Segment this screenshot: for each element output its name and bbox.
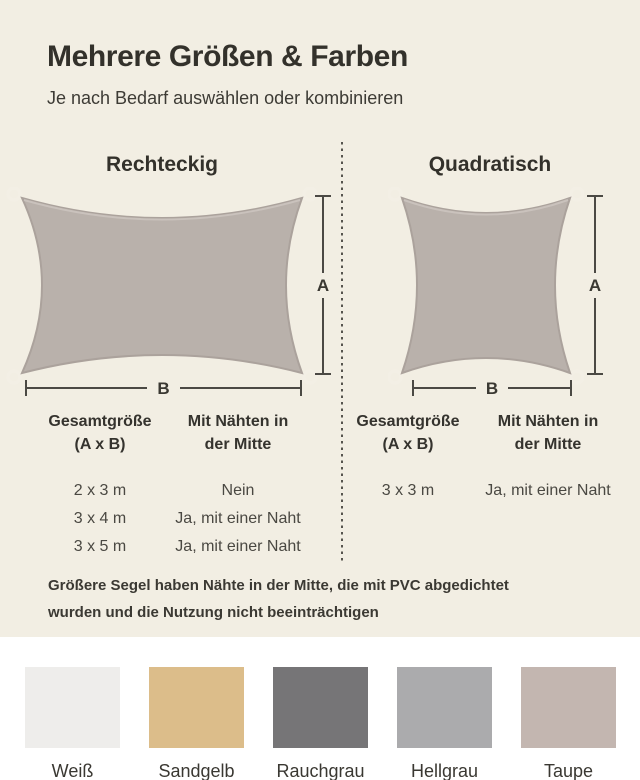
swatch-color-sandgelb xyxy=(149,667,244,748)
table-cell-size: 2 x 3 m xyxy=(73,482,127,499)
corner-ring-icon xyxy=(571,371,583,383)
header-line: Gesamtgröße xyxy=(48,413,152,430)
header-line: der Mitte xyxy=(514,436,582,453)
swatch-color-rauchgrau xyxy=(273,667,368,748)
swatch-label: Rauchgrau xyxy=(276,761,365,780)
dimension-a-rectangular xyxy=(314,195,332,375)
dimension-line xyxy=(322,197,324,273)
table-cell-seam: Ja, mit einer Naht xyxy=(485,482,611,499)
square-sail-illustration xyxy=(388,187,584,385)
header-line: (A x B) xyxy=(74,436,126,453)
header-line: Gesamtgröße xyxy=(356,413,460,430)
header-line: Mit Nähten in xyxy=(187,413,289,430)
section-title-square: Quadratisch xyxy=(428,153,552,176)
swatch-color-weiss xyxy=(25,667,120,748)
dimension-line xyxy=(322,298,324,374)
dimension-line xyxy=(594,298,596,374)
size-table-square xyxy=(340,410,620,505)
dimension-cap xyxy=(315,373,331,375)
dimension-line xyxy=(594,197,596,273)
square-sail-shape xyxy=(402,198,570,373)
table-cell-seam: Ja, mit einer Naht xyxy=(175,510,301,527)
swatch-label: Taupe xyxy=(543,761,594,780)
swatch-label: Hellgrau xyxy=(410,761,479,780)
corner-ring-icon xyxy=(571,188,583,200)
corner-ring-icon xyxy=(8,188,20,200)
rectangular-sail-illustration xyxy=(6,187,318,385)
swatch-weiss xyxy=(25,667,120,780)
table-header-size xyxy=(340,410,476,477)
swatch-sandgelb xyxy=(149,667,244,780)
dimension-cap xyxy=(300,380,302,396)
table-cell-seam: Ja, mit einer Naht xyxy=(175,538,301,555)
size-table-rectangular xyxy=(30,410,306,561)
corner-ring-icon xyxy=(389,188,401,200)
rect-sail-shape xyxy=(22,198,302,373)
swatch-taupe xyxy=(521,667,616,780)
dimension-cap xyxy=(587,373,603,375)
section-title-rectangular: Rechteckig xyxy=(105,153,219,176)
dimension-b-square xyxy=(412,379,572,397)
table-cell-size: 3 x 4 m xyxy=(73,510,127,527)
header-line: Mit Nähten in xyxy=(497,413,599,430)
dimension-label-a: A xyxy=(588,275,602,295)
dimension-line xyxy=(414,387,476,389)
table-cell-size: 3 x 5 m xyxy=(73,538,127,555)
page-title: Mehrere Größen & Farben xyxy=(47,40,408,73)
dimension-line xyxy=(508,387,570,389)
dimension-label-a: A xyxy=(316,275,330,295)
table-header-seam xyxy=(476,410,620,477)
header-line: (A x B) xyxy=(382,436,434,453)
swatch-color-taupe xyxy=(521,667,616,748)
table-cell-seam: Nein xyxy=(221,482,255,499)
color-swatches xyxy=(25,667,616,780)
dimension-label-b: B xyxy=(485,378,499,398)
dimension-line xyxy=(180,387,300,389)
dimension-line xyxy=(27,387,147,389)
swatch-label: Weiß xyxy=(51,761,94,780)
dimension-label-b: B xyxy=(157,378,170,398)
table-header-size xyxy=(30,410,170,477)
dimension-a-square xyxy=(586,195,604,375)
dimension-b-rectangular xyxy=(25,379,302,397)
header-line: der Mitte xyxy=(204,436,272,453)
corner-ring-icon xyxy=(389,371,401,383)
swatch-color-hellgrau xyxy=(397,667,492,748)
table-cell-size: 3 x 3 m xyxy=(381,482,435,499)
page-subtitle: Je nach Bedarf auswählen oder kombinieren xyxy=(47,88,404,108)
dimension-cap xyxy=(570,380,572,396)
table-header-seam xyxy=(170,410,306,477)
seam-note: Größere Segel haben Nähte in der Mitte, die mit PVC abgedichtet wurden und die Nutzung nicht beeinträchtigen xyxy=(48,577,509,621)
corner-ring-icon xyxy=(8,371,20,383)
swatch-hellgrau xyxy=(397,667,492,780)
swatch-label: Sandgelb xyxy=(158,761,235,780)
swatch-rauchgrau xyxy=(273,667,368,780)
